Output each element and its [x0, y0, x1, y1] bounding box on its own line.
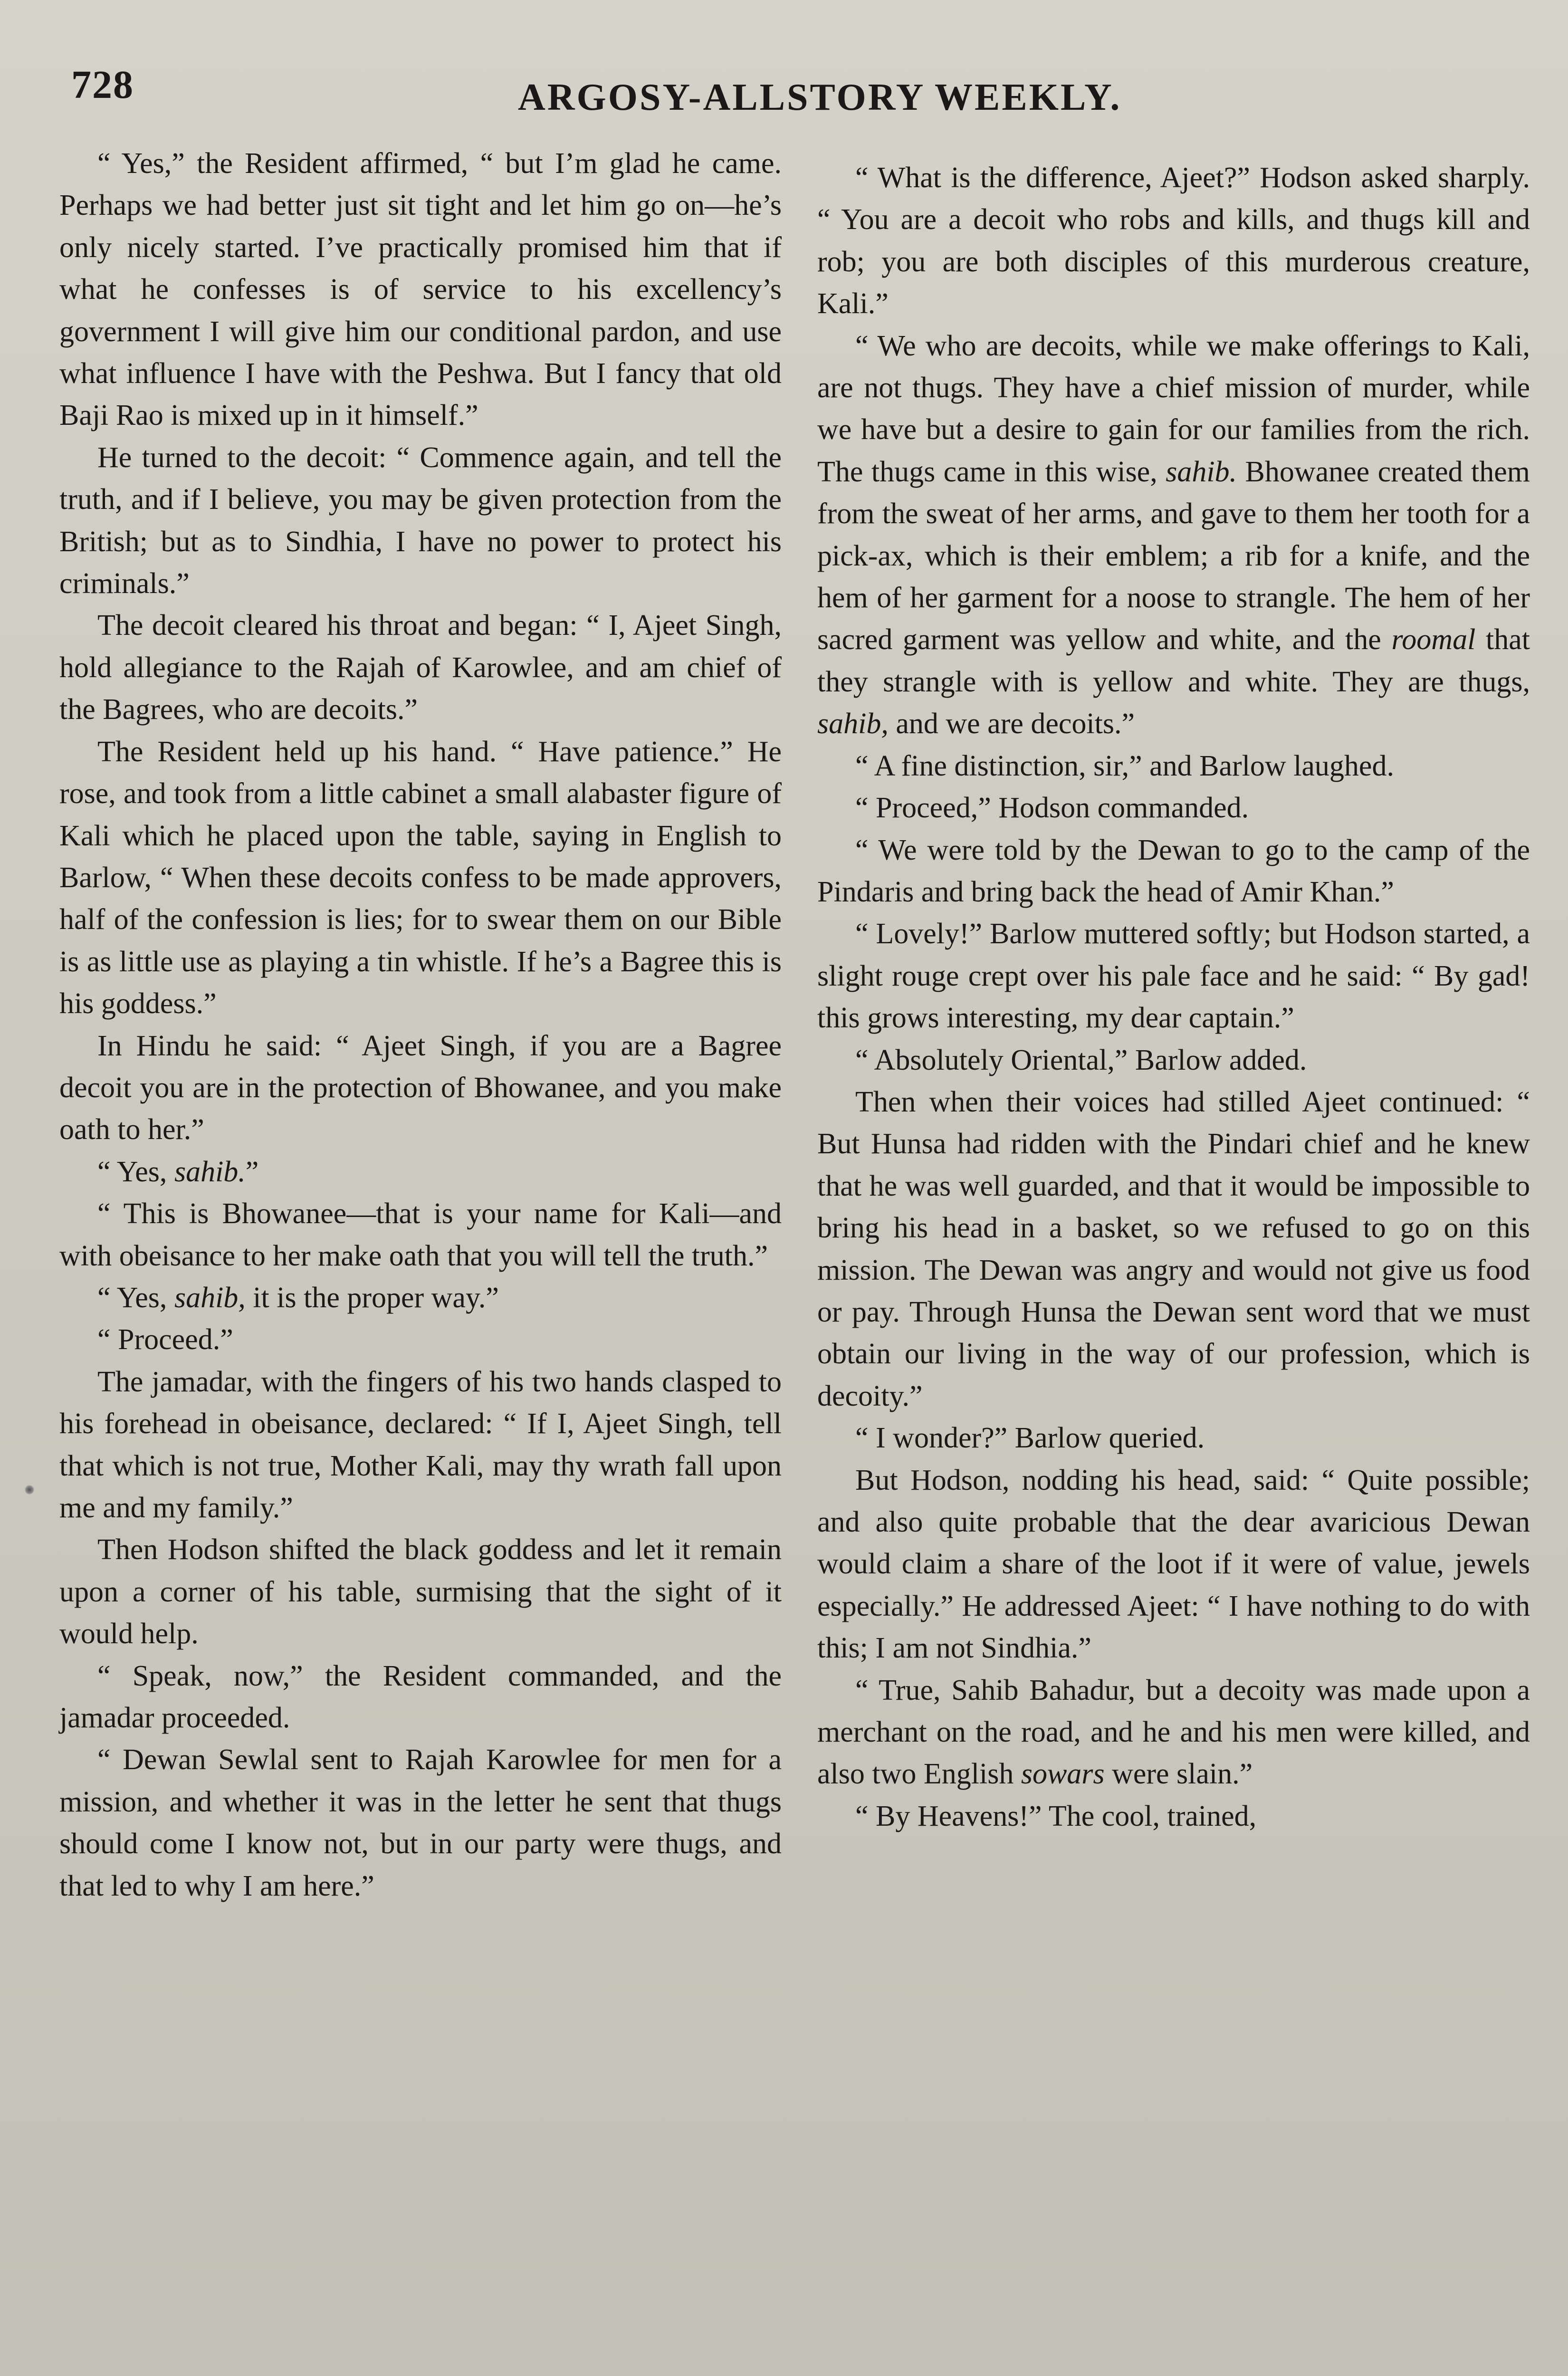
- paragraph: [817, 325, 1530, 745]
- italic-text: sahib,: [174, 1281, 246, 1314]
- paragraph: [59, 1151, 782, 1193]
- paragraph: In Hindu he said: “ Ajeet Singh, if you are a Bagree decoit you are in the protection of Bhowanee, and you make oath to her.”: [59, 1029, 782, 1146]
- paragraph: “ We were told by the Dewan to go to the camp of the Pindaris and bring back the head of Amir Khan.”: [817, 834, 1530, 908]
- text-run: that they strangle with is yellow and white. They are thugs,: [817, 623, 1530, 698]
- paragraph: “ Proceed.”: [97, 1323, 233, 1356]
- print-smudge: [25, 1485, 34, 1495]
- paragraph: “ What is the difference, Ajeet?” Hodson asked sharply. “ You are a decoit who robs and kills, and thugs kill and rob; you are both disciples of this murderous creature, Kali.”: [817, 162, 1530, 320]
- running-head: ARGOSY-ALLSTORY WEEKLY.: [518, 77, 1122, 118]
- paragraph: “ A fine distinction, sir,” and Barlow laughed.: [855, 749, 1394, 782]
- paragraph: “ Absolutely Oriental,” Barlow added.: [855, 1044, 1307, 1076]
- left-column: [59, 143, 782, 1907]
- page-number: 728: [71, 63, 134, 107]
- italic-text: sahib.: [174, 1155, 246, 1188]
- paragraph: “ Proceed,” Hodson commanded.: [855, 792, 1249, 824]
- paragraph: But Hodson, nodding his head, said: “ Quite possible; and also quite probable that the dear avaricious Dewan would claim a share of the loot if it were of value, jewels especially.” He addressed Ajeet: “ I have nothing to do with this; I am not Sindhia.”: [817, 1464, 1530, 1665]
- paragraph: “ I wonder?” Barlow queried.: [855, 1422, 1205, 1455]
- text-run: “ Yes,: [97, 1281, 174, 1314]
- text-run: “ True, Sahib Bahadur, but a decoity was made upon a merchant on the road, and he and his men were killed, and also two English: [817, 1674, 1530, 1791]
- text-run: “ We who are decoits, while we make offerings to Kali, are not thugs. They have a chief mission of murder, while we have but a desire to gain for our families from the rich. The thugs came in this wise,: [817, 329, 1530, 488]
- paragraph: “ Lovely!” Barlow muttered softly; but Hodson started, a slight rouge crept over his pale face and he said: “ By gad! this grows interesting, my dear captain.”: [817, 918, 1530, 1035]
- italic-text: sahib,: [817, 708, 889, 740]
- text-run: ”: [245, 1155, 259, 1188]
- paragraph: “ This is Bhowanee—that is your name for Kali—and with obeisance to her make oath that you will tell the truth.”: [59, 1198, 782, 1272]
- text-run: were slain.”: [1104, 1758, 1253, 1791]
- paragraph: “ Yes,” the Resident affirmed, “ but I’m glad he came. Perhaps we had better just sit tight and let him go on—he’s only nicely started. I’ve practically promised him that if what he confesses is of service to his excellency’s government I will give him our conditional pardon, and use what influence I have with the Peshwa. But I fancy that old Baji Rao is mixed up in it himself.”: [59, 147, 782, 432]
- paragraph: The Resident held up his hand. “ Have patience.” He rose, and took from a little cabinet a small alabaster figure of Kali which he placed upon the table, saying in English to Barlow, “ When these decoits confess to be made approvers, half of the confession is lies; for to swear them on our Bible is as little use as playing a tin whistle. If he’s a Bagree this is his goddess.”: [59, 735, 782, 1020]
- paragraph: Then Hodson shifted the black goddess and let it remain upon a corner of his table, surmising that the sight of it would help.: [59, 1533, 782, 1650]
- text-run: “ Yes,: [97, 1155, 174, 1188]
- paragraph: The jamadar, with the fingers of his two hands clasped to his forehead in obeisance, declared: “ If I, Ajeet Singh, tell that which is not true, Mother Kali, may thy wrath fall upon me and my family.”: [59, 1365, 782, 1524]
- paragraph: [59, 1277, 782, 1319]
- paragraph: The decoit cleared his throat and began: “ I, Ajeet Singh, hold allegiance to the Rajah of Karowlee, and am chief of the Bagrees, who are decoits.”: [59, 609, 782, 726]
- italic-text: sowars: [1021, 1758, 1105, 1791]
- paragraph: “ Dewan Sewlal sent to Rajah Karowlee for men for a mission, and whether it was in the letter he sent that thugs should come I know not, but in our party were thugs, and that led to why I am here.”: [59, 1744, 782, 1902]
- text-run: Bhowanee created them from the sweat of her arms, and gave to them her tooth for a pick-ax, which is their emblem; a rib for a knife, and the hem of her garment for a noose to strangle. The hem of her sacred garment was yellow and white, and the: [817, 455, 1530, 656]
- right-column: [817, 157, 1530, 1837]
- italic-text: roomal: [1391, 623, 1476, 656]
- paragraph: Then when their voices had stilled Ajeet continued: “ But Hunsa had ridden with the Pindari chief and he knew that he was well guarded, and that it would be impossible to bring his head in a basket, so we refused to go on this mission. The Dewan was angry and would not give us food or pay. Through Hunsa the Dewan sent word that we must obtain our living in the way of our profession, which is decoity.”: [817, 1085, 1530, 1412]
- paragraph: [817, 1669, 1530, 1795]
- italic-text: sahib.: [1166, 455, 1237, 488]
- paragraph: He turned to the decoit: “ Commence again, and tell the truth, and if I believe, you may be given protection from the British; but as to Sindhia, I have no power to protect his criminals.”: [59, 441, 782, 600]
- paragraph: “ By Heavens!” The cool, trained,: [855, 1800, 1257, 1832]
- paragraph: “ Speak, now,” the Resident commanded, and the jamadar proceeded.: [59, 1659, 782, 1734]
- text-run: and we are decoits.”: [888, 708, 1135, 740]
- text-run: it is the proper way.”: [245, 1281, 499, 1314]
